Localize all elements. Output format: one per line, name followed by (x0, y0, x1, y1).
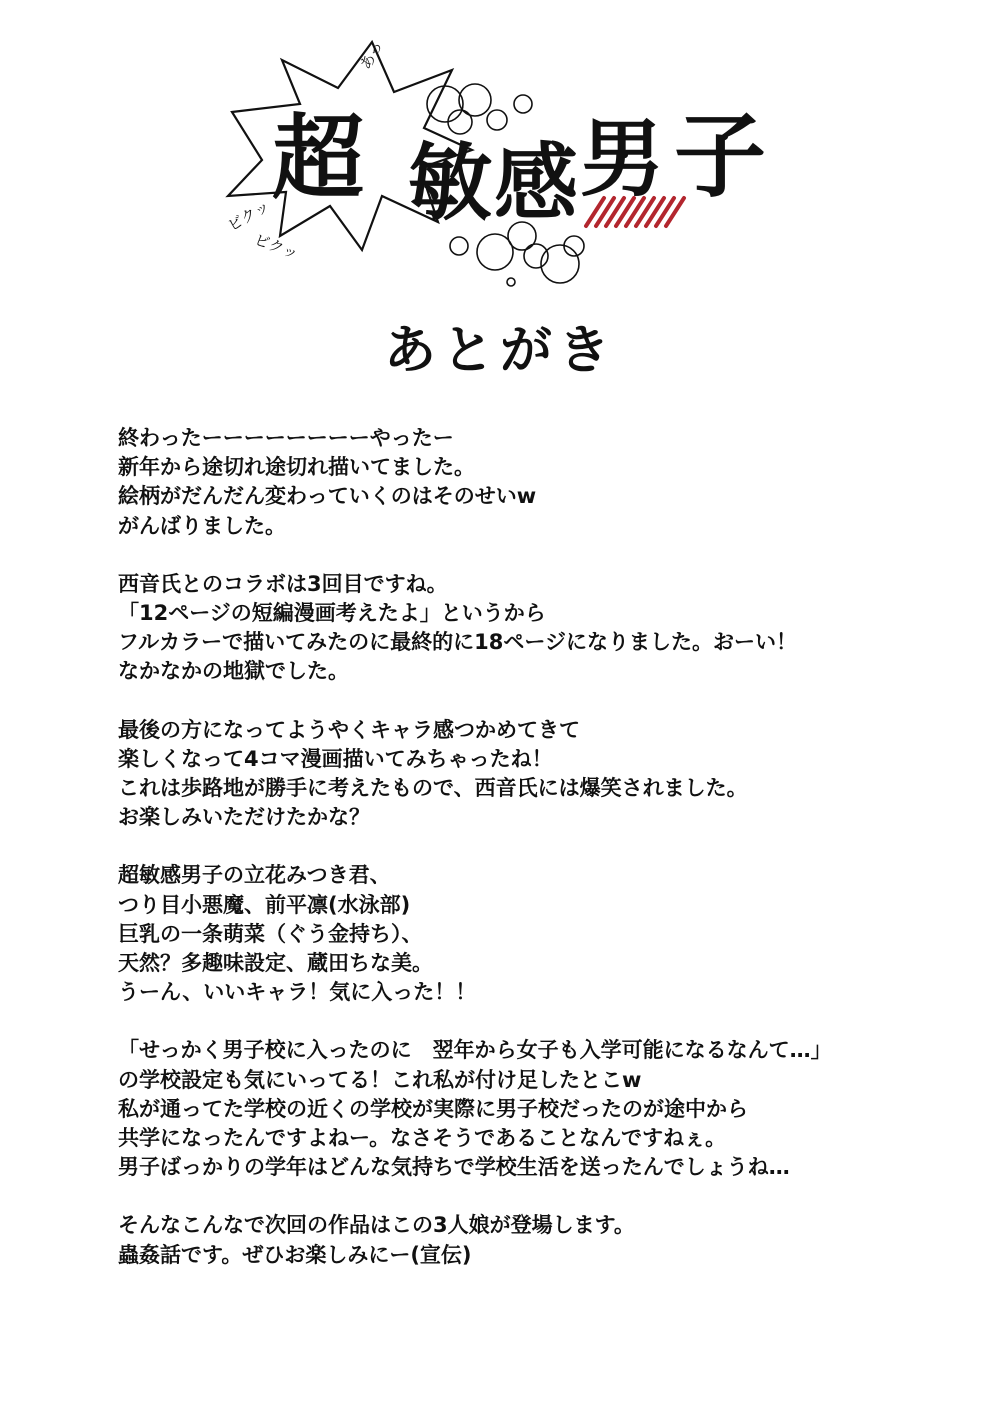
text-line: フルカラーで描いてみたのに最終的に18ページになりました。おーい！ (118, 630, 797, 655)
paragraph (118, 861, 918, 1007)
text-line: 最後の方になってようやくキャラ感つかめてきて (118, 717, 580, 742)
text-line: 絵柄がだんだん変わっていくのはそのせいw (118, 484, 537, 509)
text-line: 巨乳の一条萌菜（ぐう金持ち）、 (118, 921, 423, 946)
text-line: 楽しくなって4コマ漫画描いてみちゃったね！ (118, 746, 553, 771)
logo-char-bin: 敏 (408, 134, 493, 232)
logo-char-shi: 子 (674, 103, 767, 210)
afterword-title: あとがき (383, 321, 616, 381)
text-line: 「せっかく男子校に入ったのに 翌年から女子も入学可能になるなんて…」 (118, 1038, 832, 1063)
text-line: の学校設定も気にいってる！これ私が付け足したとこw (118, 1067, 642, 1092)
text-line: これは歩路地が勝手に考えたもので、西音氏には爆笑されました。 (118, 776, 748, 801)
text-line: 蟲姦話です。ぜひお楽しみにー(宣伝) (118, 1242, 472, 1267)
text-line: 私が通ってた学校の近くの学校が実際に男子校だったのが途中から (118, 1096, 748, 1121)
paragraph (118, 424, 918, 541)
text-line: 共学になったんですよねー。なさそうであることなんですねぇ。 (118, 1126, 727, 1151)
text-line: つり目小悪魔、前平凛(水泳部) (118, 892, 411, 917)
sfx-biku-1: ビクッ (224, 196, 273, 235)
sfx-a: あっ (356, 37, 387, 73)
text-line: 天然？多趣味設定、蔵田ちな美。 (118, 951, 433, 976)
sfx-biku-2: ビクッ (251, 230, 301, 263)
paragraph (118, 1036, 918, 1182)
text-line: がんばりました。 (118, 513, 286, 538)
text-line: 西音氏とのコラボは3回目ですね。 (118, 571, 448, 596)
text-line: 新年から途切れ途切れ描いてました。 (118, 455, 475, 480)
text-line: そんなこんなで次回の作品はこの3人娘が登場します。 (118, 1213, 635, 1238)
title-logo (0, 0, 1000, 300)
text-line: 「12ページの短編漫画考えたよ」というから (118, 601, 546, 626)
text-line: 超敏感男子の立花みつき君、 (118, 863, 391, 888)
paragraph (118, 1211, 918, 1269)
logo-char-kan: 感 (494, 134, 579, 232)
text-line: うーん、いいキャラ！気に入った！！ (118, 980, 477, 1005)
text-line: 終わったーーーーーーーーやったー (118, 426, 454, 450)
afterword-body (118, 424, 918, 1299)
text-line: なかなかの地獄でした。 (118, 659, 349, 684)
text-line: 男子ばっかりの学年はどんな気持ちで学校生活を送ったんでしょうね… (118, 1155, 790, 1180)
logo-char-dan: 男 (580, 110, 665, 208)
text-line: お楽しみいただけたかな？ (118, 805, 370, 830)
logo-char-cho: 超 (272, 105, 365, 212)
paragraph (118, 570, 918, 687)
paragraph (118, 716, 918, 833)
